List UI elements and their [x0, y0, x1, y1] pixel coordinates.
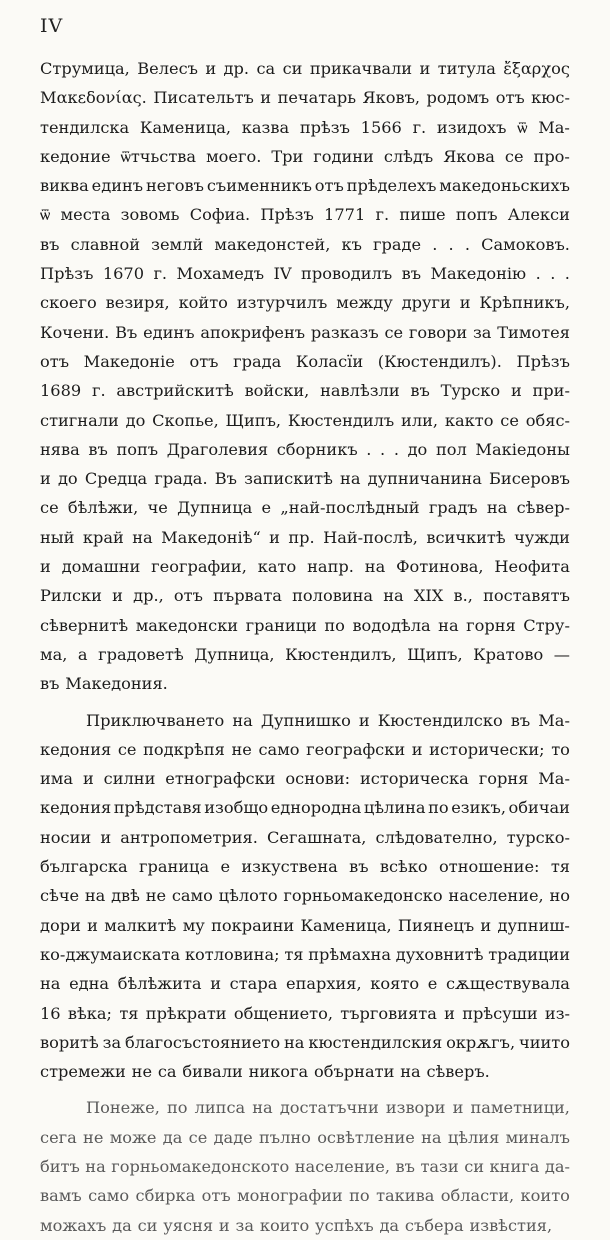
page-number: IV	[40, 15, 64, 37]
text-line: носии и антропометрия. Сегашната, слѣдователно, турско-	[40, 827, 570, 847]
text-line: българска граница е изкуствена въ всѣко отношение: тя	[40, 857, 570, 877]
text-line: стремежи не са бивали никога обърнати на сѣверъ.	[40, 1062, 490, 1082]
text-line: 16 вѣка; тя прѣкрати общението, търговията и прѣсуши из-	[40, 1003, 570, 1023]
text-line: Рилски и др., отъ първата половина на XIX в., поставятъ	[40, 586, 570, 606]
text-line: кедоние ѿтчьства моего. Три години слѣдъ Якова се про-	[40, 146, 570, 166]
text-line: ко-джумаиската котловина; тя прѣмахна духовнитѣ традиции	[40, 944, 570, 964]
text-line: Μακεδονίας. Писательтъ и печатарь Яковъ, родомъ отъ кюс-	[40, 88, 570, 108]
text-line: кедония се подкрѣпя не само географски и исторически; то	[40, 739, 570, 759]
text-line: 1689 г. австрийскитѣ войски, навлѣзли въ Турско и при-	[40, 381, 570, 401]
text-line: въ славной землй македонстей, къ граде . . . Самоковъ.	[40, 234, 570, 254]
text-line: се бѣлѣжи, че Дупница е „най-послѣдный градъ на сѣвер-	[40, 498, 570, 518]
text-line: има и силни етнографски основи: историческа горня Ма-	[40, 769, 570, 789]
text-line: кедония прѣдставя изобщо еднородна цѣлина по езикъ, обичаи	[40, 798, 570, 818]
text-line: въ Македония.	[40, 674, 168, 694]
text-line: отъ Македоніе отъ града Коласїи (Кюстендилъ). Прѣзъ	[40, 351, 570, 371]
text-line: скоего везиря, който изтурчилъ между други и Крѣпникъ,	[40, 293, 570, 313]
text-line: Струмица, Велесъ и др. са си прикачвали и титула ἔξαρχος	[40, 59, 570, 78]
text-line: нява въ попъ Драголевия сборникъ . . . до пол Макiедоны	[40, 439, 570, 459]
text-line: сѣче на двѣ не само цѣлото горньомакедонско население, но	[40, 886, 570, 906]
text-line: сѣвернитѣ македонски граници по вододѣла на горня Стру-	[40, 615, 570, 635]
text-line: ный край на Македонiѣ“ и пр. Най-послѣ, всичкитѣ чужди	[40, 527, 570, 547]
text-line: стигнали до Скопье, Щипъ, Кюстендилъ или, както се обяс-	[40, 410, 570, 430]
text-line: сега не може да се даде пълно освѣтление на цѣлия миналъ	[40, 1127, 570, 1147]
paragraph	[40, 1093, 570, 1239]
text-line: виква единъ неговъ съименникъ отъ прѣделехъ македоньскихъ	[40, 176, 570, 196]
body-text	[40, 54, 570, 1240]
text-line: тендилска Каменица, казва прѣзъ 1566 г. изидохъ ѿ Ма-	[40, 117, 570, 137]
text-line: вамъ само сбирка отъ монографии по такива области, които	[40, 1186, 570, 1206]
text-line: Приключването на Дупнишко и Кюстендилско въ Ма-	[86, 710, 570, 730]
text-line: и до Средца града. Въ запискитѣ на дупничанина Бисеровъ	[40, 469, 570, 489]
paragraph	[40, 706, 570, 1087]
text-line: на една бѣлѣжита и стара епархия, която е сѫществувала	[40, 974, 570, 994]
text-line: битъ на горньомакедонското население, въ тази си книга да-	[40, 1156, 570, 1176]
text-line: и домашни географии, като напр. на Фотинова, Неофита	[40, 557, 570, 577]
text-line: Кочени. Въ единъ апокрифенъ разказъ се говори за Тимотея	[40, 322, 570, 342]
text-line: ѿ места зовомь Софиа. Прѣзъ 1771 г. пише попъ Алекси	[40, 205, 570, 225]
text-line: воритѣ за благосъстоянието на кюстендилския окрѫгъ, чиито	[40, 1032, 570, 1052]
paragraph	[40, 54, 570, 699]
text-line: Понеже, по липса на достатъчни извори и паметници,	[86, 1098, 570, 1118]
text-line: ма, а градоветѣ Дупница, Кюстендилъ, Щипъ, Кратово —	[40, 644, 570, 664]
text-line: дори и малкитѣ му покраини Каменица, Пиянецъ и дупниш-	[40, 915, 570, 935]
text-line: Прѣзъ 1670 г. Мохамедъ IV проводилъ въ Македонію . . .	[40, 264, 570, 284]
text-line: можахъ да си уясня и за които успѣхъ да събера извѣстия,	[40, 1215, 553, 1235]
